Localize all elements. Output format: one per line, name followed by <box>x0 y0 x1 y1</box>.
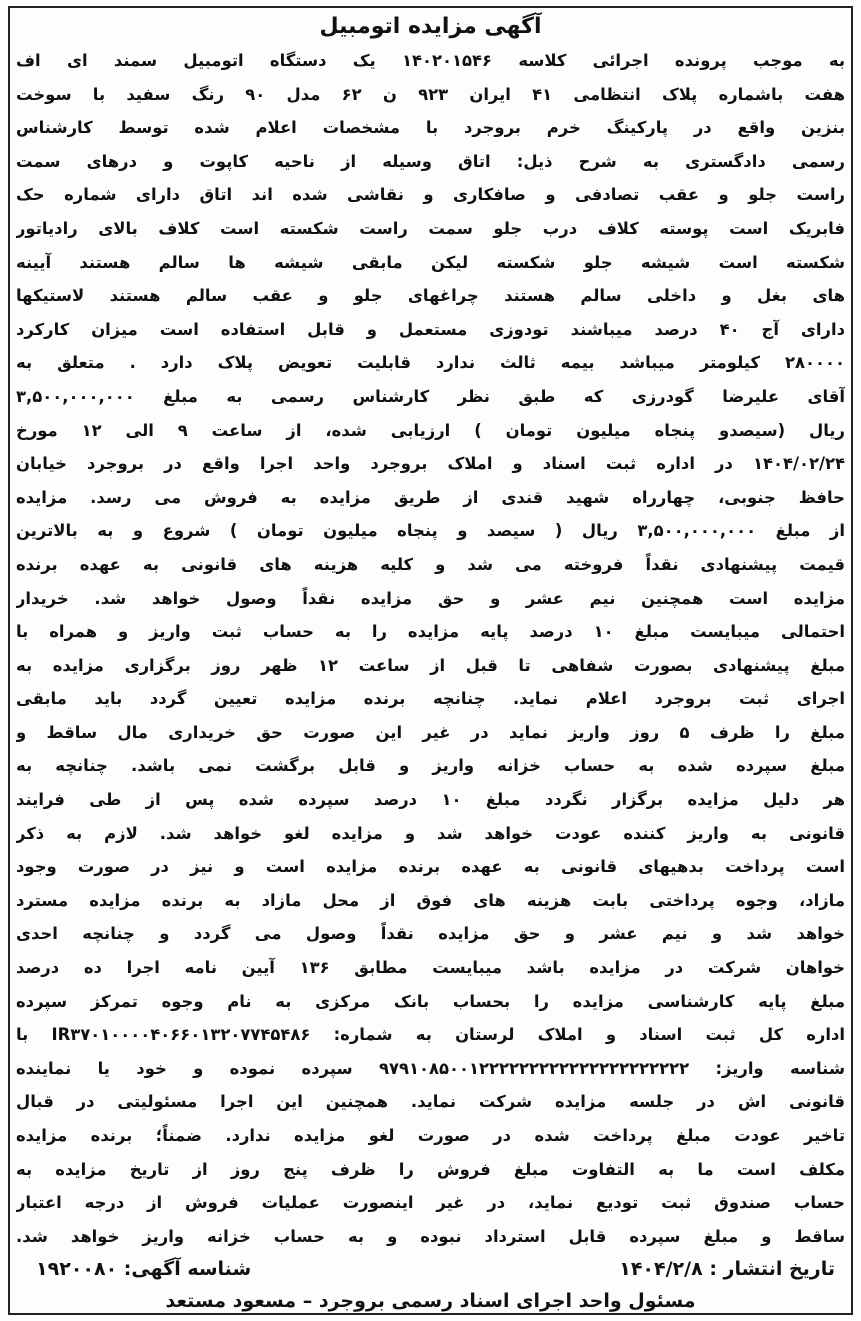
footer-meta <box>16 1253 845 1285</box>
notice-line: شکسته است شیشه جلو شکسته لیکن مابقی شیشه ها سالم هستند آیینه <box>16 252 845 272</box>
notice-line: حافظ جنوبی، چهارراه شهید قندی از طریق مزایده به فروش می رسد. مزایده <box>16 487 845 507</box>
notice-line: خواهان شرکت در مزایده باشد میبایست مطابق ۱۳۶ آیین نامه اجرا ده درصد <box>16 958 845 978</box>
notice-line: های بغل و داخلی سالم هستند چراغهای جلو و عقب سالم هستند لاستیکها <box>16 286 845 306</box>
notice-line: حساب صندوق ثبت تودیع نماید، در غیر اینصورت عملیات فروش از درجه اعتبار <box>16 1193 845 1213</box>
notice-line: قانونی اش در جلسه مزایده شرکت نماید. همچنین این اجرا مسئولیتی در قبال <box>16 1092 845 1112</box>
notice-line: خواهد شد و نیم عشر و حق مزایده نقداً وصول می گردد و چنانچه احدی <box>16 924 845 944</box>
notice-line: به موجب پرونده اجرائی کلاسه ۱۴۰۲۰۱۵۴۶ یک دستگاه اتومبیل سمند ای اف <box>16 51 845 70</box>
notice-line: شناسه واریز: ۹۷۹۱۰۸۵۰۰۱۲۲۲۲۲۲۲۲۲۲۲۲۲۲۲۲۲۲۲۲۲ سپرده نموده و خود یا نماینده <box>16 1058 845 1078</box>
notice-line: بنزین واقع در پارکینگ خرم بروجرد با مشخصات اعلام شده توسط کارشناس <box>16 118 845 138</box>
notice-line: تاخیر عودت مبلغ پرداخت شده در صورت لغو مزایده ندارد. ضمناً؛ برنده مزایده <box>16 1126 845 1145</box>
notice-line: اجرای ثبت بروجرد اعلام نماید. چنانچه برنده مزایده تعیین گردد باید مابقی <box>16 689 845 709</box>
notice-line: رسمی دادگستری به شرح ذیل: اتاق وسیله از ناحیه کاپوت و درهای سمت <box>16 151 845 171</box>
notice-line: ۱۴۰۴/۰۲/۲۴ در اداره ثبت اسناد و املاک بروجرد واحد اجرا واقع در بروجرد خیابان <box>16 454 845 474</box>
notice-line: ۲۸۰۰۰۰ کیلومتر میباشد بیمه ثالث ندارد قابلیت تعویض پلاک دارد . متعلق به <box>16 353 845 373</box>
notice-line: دارای آج ۴۰ درصد میباشند تودوزی مستعمل و قابل استفاده است میزان کارکرد <box>16 319 845 339</box>
notice-line: مبلغ پایه کارشناسی مزایده را بحساب بانک مرکزی به نام وجوه تمرکز سپرده <box>16 991 845 1011</box>
notice-title: آگهی مزایده اتومبیل <box>319 14 542 39</box>
notice-line: مبلغ پیشنهادی بصورت شفاهی تا قبل از ساعت ۱۲ ظهر روز برگزاری مزایده به <box>16 655 845 675</box>
notice-line: راست جلو و عقب تصادفی و صافکاری و نقاشی شده اند اتاق دارای شماره حک <box>16 185 845 205</box>
notice-body <box>16 44 845 1253</box>
notice-line: فابریک است پوسته کلاف درب جلو سمت راست شکسته است کلاف بالای رادیاتور <box>16 218 845 238</box>
notice-line: مبلغ سپرده شده به حساب خزانه واریز و قابل برگشت نمی باشد. چنانچه به <box>16 756 845 776</box>
notice-line: از مبلغ ۳,۵۰۰,۰۰۰,۰۰۰ ریال ( سیصد و پنجاه میلیون تومان ) شروع و به بالاترین <box>16 521 845 541</box>
notice-line: قیمت پیشنهادی نقداً فروخته می شد و کلیه هزینه های قانونی به عهده برنده <box>16 554 845 574</box>
notice-line: هفت باشماره پلاک انتظامی ۴۱ ایران ۹۲۳ ن ۶۲ مدل ۹۰ رنگ سفید با سوخت <box>16 84 845 104</box>
notice-line: آقای علیرضا گودرزی که طبق نظر کارشناس رسمی به مبلغ ۳,۵۰۰,۰۰۰,۰۰۰ <box>16 386 845 406</box>
publish-date: تاریخ انتشار : ۱۴۰۴/۲/۸ <box>619 1258 835 1281</box>
notice-line: مازاد، وجوه پرداختی بابت هزینه های فوق از محل مازاد به برنده مزایده مسترد <box>16 890 845 910</box>
notice-line: اداره کل ثبت اسناد و املاک لرستان به شماره: IR۳۷۰۱۰۰۰۰۴۰۶۶۰۱۳۲۰۷۷۴۵۴۸۶ با <box>16 1025 845 1045</box>
notice-line: مزایده است همچنین نیم عشر و حق مزایده نقداً وصول خواهد شد. خریدار <box>16 588 845 608</box>
ad-id: شناسه آگهی: ۱۹۲۰۰۸۰ <box>36 1258 252 1281</box>
notice-line: هر دلیل مزایده برگزار نگردد مبلغ ۱۰ درصد سپرده شده پس از طی فرایند <box>16 790 845 810</box>
notice-line: احتمالی میبایست مبلغ ۱۰ درصد پایه مزایده را به حساب ثبت واریز و همراه با <box>16 622 845 642</box>
notice-line: ساقط و مبلغ سپرده قابل استرداد نبوده و به حساب خزانه واریز خواهد شد. <box>16 1226 845 1246</box>
notice-line: است پرداخت بدهیهای قانونی به عهده برنده مزایده است و نیز در صورت وجود <box>16 857 845 877</box>
notice-line: مبلغ را ظرف ۵ روز واریز نماید در غیر این صورت حق خریداری مال ساقط و <box>16 722 845 742</box>
signature-line: مسئول واحد اجرای اسناد رسمی بروجرد – مسعود مستعد <box>165 1290 696 1313</box>
notice-line: مکلف است ما به التفاوت مبلغ فروش را ظرف پنج روز از تاریخ مزایده به <box>16 1159 845 1179</box>
notice-line: قانونی به واریز کننده عودت خواهد شد و مزایده لغو خواهد شد. لازم به ذکر <box>16 823 845 843</box>
notice-line: ریال (سیصدو پنجاه میلیون تومان ) ارزیابی شده، از ساعت ۹ الی ۱۲ مورخ <box>16 420 845 440</box>
